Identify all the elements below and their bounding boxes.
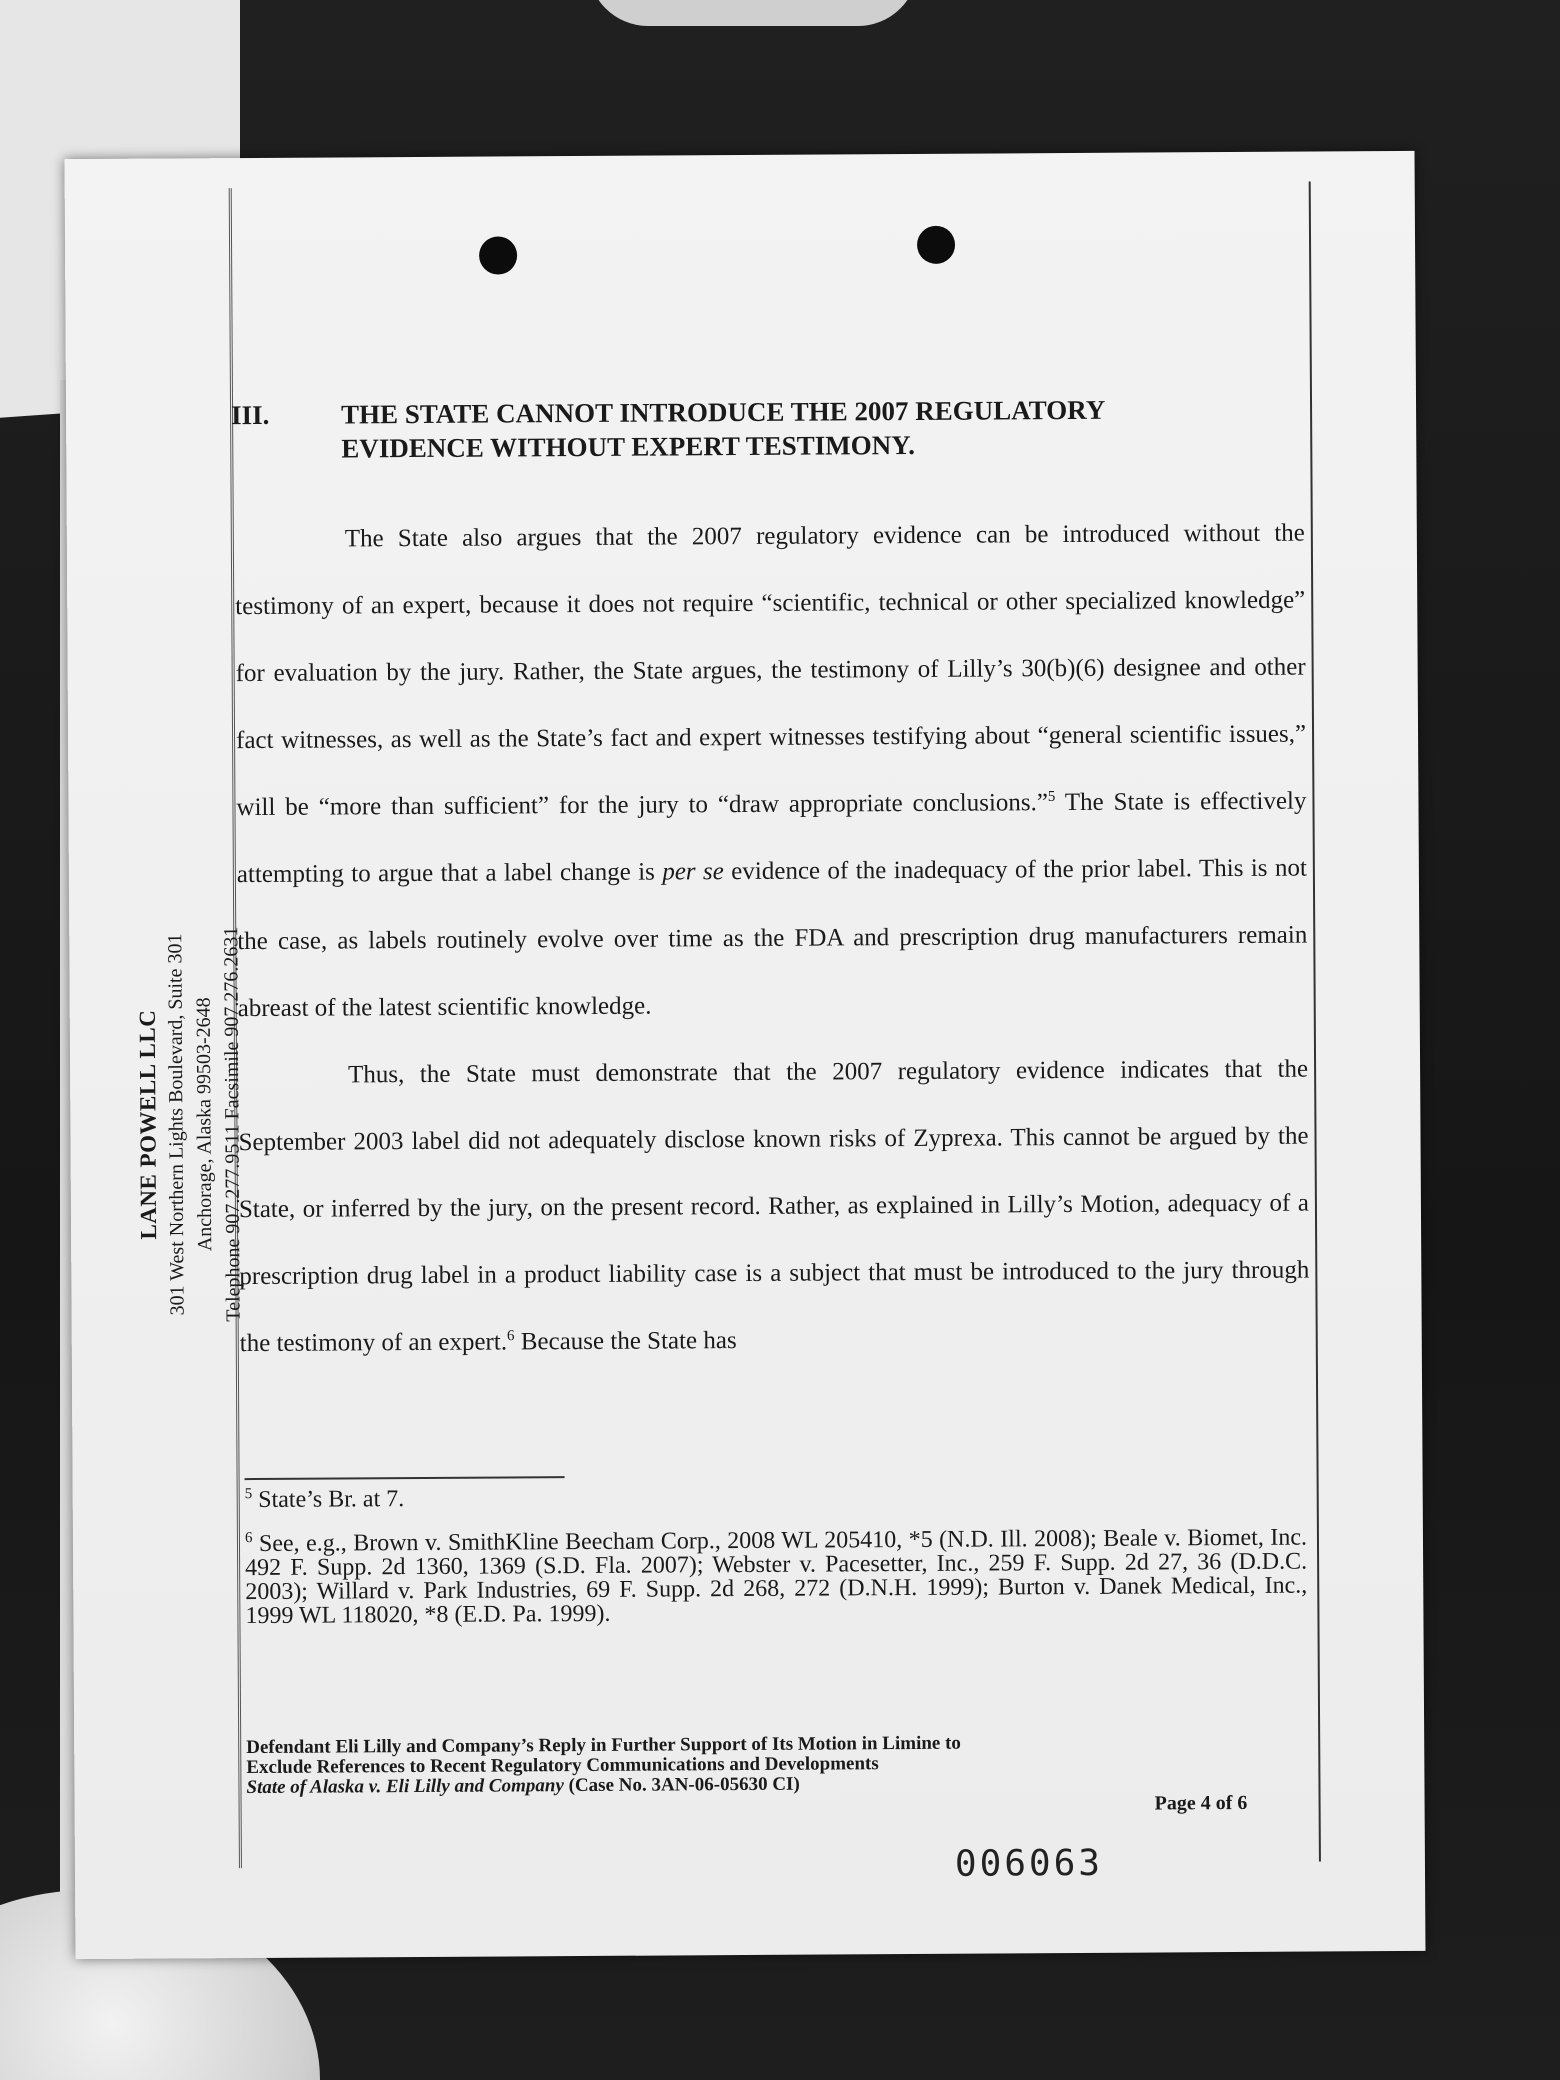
footnote-text: State’s Br. at 7. [252, 1486, 405, 1514]
punch-hole-left [479, 236, 517, 274]
document-page [65, 151, 1426, 1959]
caption-line-1: Defendant Eli Lilly and Company’s Reply in Further Support of Its Motion in Limine to [246, 1732, 961, 1759]
firm-name: LANE POWELL LLC [134, 1009, 162, 1240]
firm-letterhead [132, 674, 249, 1575]
footnote-ref-6: 6 [506, 1328, 515, 1345]
paragraph-1-text-c: evidence of the inadequacy of the prior label. This is not the case, as labels routinely evolve over time as the FDA and prescription drug manufacturers remain abreast of the latest scientific knowledge. [237, 854, 1308, 1023]
paragraph-2 [238, 1036, 1310, 1378]
paragraph-1 [235, 500, 1308, 1043]
bates-number: 006063 [954, 1842, 1104, 1885]
paragraph-1-italic: per se [662, 858, 724, 886]
firm-phones: Telephone 907.277.9511 Facsimile 907.276.2631 [220, 926, 245, 1322]
footnote-ref-5: 5 [1047, 788, 1056, 805]
paragraph-1-text-a: The State also argues that the 2007 regulatory evidence can be introduced without the testimony of an expert, because it does not require “scientific, technical or other specialized knowledge” for evaluation by the jury. Rather, the State argues, the testimony of Lilly’s 30(b)(6) designee and other fact witnesses, as well as the State’s fact and expert witnesses testifying about “general scientific issues,” will be “more than sufficient” for the jury to “draw appropriate conclusions.” [235, 519, 1307, 822]
footnote-6 [245, 1526, 1308, 1628]
section-title: THE STATE CANNOT INTRODUCE THE 2007 REGULATORY EVIDENCE WITHOUT EXPERT TESTIMONY. [340, 394, 1105, 464]
firm-city: Anchorage, Alaska 99503-2648 [192, 997, 217, 1252]
caption-line-3 [246, 1773, 1146, 1798]
footnote-5 [245, 1482, 1307, 1512]
right-margin-rule [1309, 182, 1321, 1862]
case-number: (Case No. 3AN-06-05630 CI) [563, 1773, 800, 1797]
footnote-divider [245, 1476, 565, 1480]
paragraph-1-text-b: The State is effectively attempting to argue that a label change is [236, 787, 1307, 889]
caption-line-2: Exclude References to Recent Regulatory Communications and Developments [246, 1753, 879, 1779]
body-text [235, 500, 1310, 1378]
case-name: State of Alaska v. Eli Lilly and Company [246, 1775, 564, 1799]
footnote-mark: 5 [244, 1486, 253, 1503]
paragraph-2-text-b: Because the State has [514, 1327, 737, 1356]
section-heading [230, 392, 1231, 464]
paragraph-2-text-a: Thus, the State must demonstrate that the 2007 regulatory evidence indicates that the September 2003 label did not adequately disclose known risks of Zyprexa. This cannot be argued by the State, or inferred by the jury, on the present record. Rather, as explained in Lilly’s Motion, adequacy of a prescription drug label in a product liability case is a subject that must be introduced to the jury through the testimony of an expert. [238, 1055, 1310, 1358]
punch-hole-right [917, 226, 955, 264]
section-number: III. [230, 399, 270, 431]
firm-address: 301 West Northern Lights Boulevard, Suite 301 [164, 933, 189, 1316]
thumb [588, 0, 918, 26]
page-number: Page 4 of 6 [1154, 1791, 1248, 1815]
footnote-text: See, e.g., Brown v. SmithKline Beecham Corp., 2008 WL 205410, *5 (N.D. Ill. 2008); Beale v. Biomet, Inc. 492 F. Supp. 2d 1360, 1369 (S.D. Fla. 2007); Webster v. Pacesetter, Inc., 259 F. Supp. 2d 27, 36 (D.D.C. 2003); Willard v. Park Industries, 69 F. Supp. 2d 268, 272 (D.N.H. 1999); Burton v. Danek Medical, Inc., 1999 WL 118020, *8 (E.D. Pa. 1999). [245, 1524, 1308, 1630]
document-caption [246, 1733, 1146, 1798]
footnote-mark: 6 [244, 1530, 253, 1547]
footnotes [245, 1482, 1308, 1648]
